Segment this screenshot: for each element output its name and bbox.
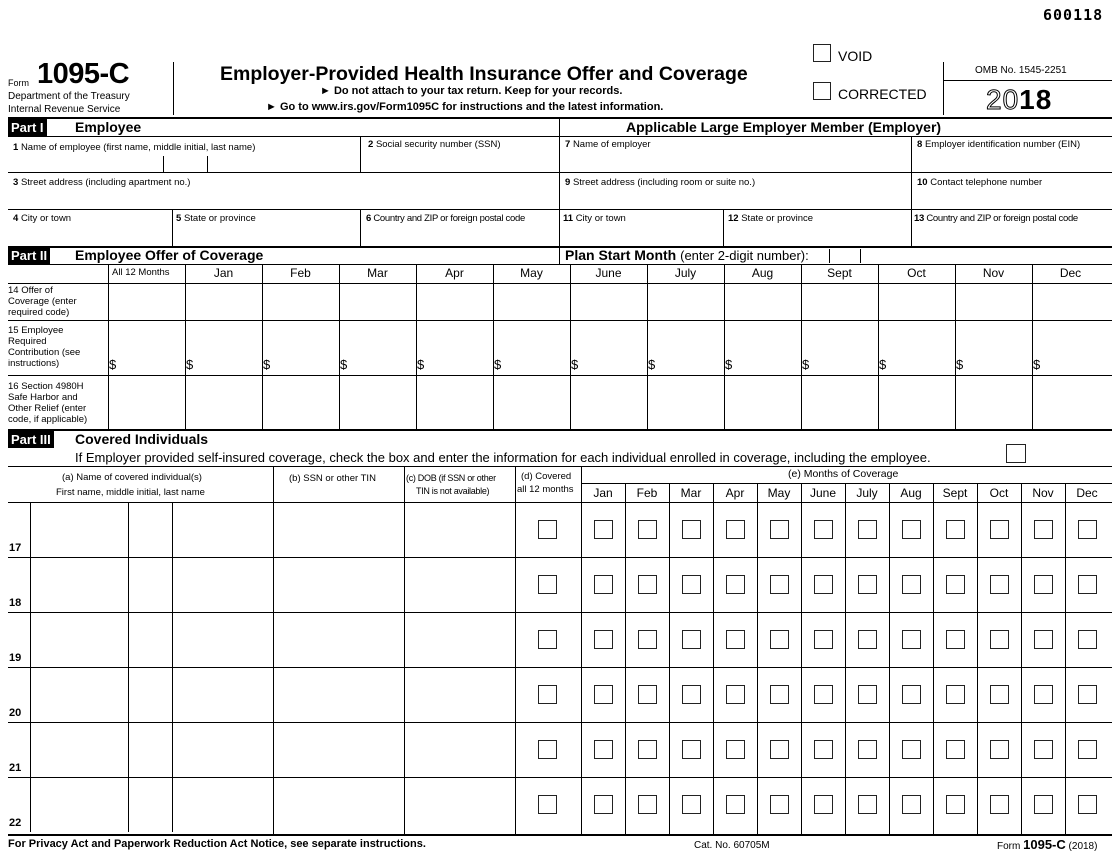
covered-first-name-input[interactable]	[33, 687, 125, 702]
field-3-label: 3 Street address (including apartment no.)	[13, 177, 191, 188]
employee-middle-initial-input[interactable]	[166, 156, 204, 170]
field-4-label: 4 City or town	[13, 213, 72, 224]
covered-dob-input[interactable]	[407, 742, 512, 757]
covered-month-checkbox-jan[interactable]	[594, 575, 613, 594]
covered-month-checkbox-oct[interactable]	[990, 795, 1009, 814]
row-number: 21	[9, 762, 22, 774]
col-c-subheader: TIN is not available)	[416, 486, 490, 496]
employer-street-input[interactable]	[565, 191, 905, 206]
offer-code-input[interactable]	[419, 295, 490, 310]
covered-all-12-checkbox[interactable]	[538, 795, 557, 814]
safe-harbor-input[interactable]	[958, 387, 1029, 402]
covered-middle-initial-input[interactable]	[131, 687, 169, 702]
row-15-label-line: Required	[8, 336, 47, 347]
covered-month-checkbox-nov[interactable]	[1034, 520, 1053, 539]
employer-name-input[interactable]	[565, 154, 905, 169]
covered-month-checkbox-feb[interactable]	[638, 795, 657, 814]
row-14-label-line: Coverage (enter	[8, 296, 77, 307]
safe-harbor-input[interactable]	[496, 387, 567, 402]
field-5-label: 5 State or province	[176, 213, 256, 224]
safe-harbor-input[interactable]	[419, 387, 490, 402]
part3-col-sept: Sept	[942, 486, 968, 500]
part2-title: Employee Offer of Coverage	[75, 247, 264, 263]
covered-month-checkbox-dec[interactable]	[1078, 575, 1097, 594]
covered-month-checkbox-sept[interactable]	[946, 520, 965, 539]
covered-month-checkbox-nov[interactable]	[1034, 630, 1053, 649]
corrected-label: CORRECTED	[838, 86, 927, 102]
covered-month-checkbox-july[interactable]	[858, 685, 877, 704]
row-14-label-line: 14 Offer of	[8, 285, 53, 296]
covered-month-checkbox-dec[interactable]	[1078, 520, 1097, 539]
covered-dob-input[interactable]	[407, 522, 512, 537]
row-16-label-line: 16 Section 4980H	[8, 381, 84, 392]
covered-month-checkbox-nov[interactable]	[1034, 740, 1053, 759]
covered-all-12-checkbox[interactable]	[538, 630, 557, 649]
col-d-header: (d) Covered	[521, 471, 572, 482]
covered-month-checkbox-july[interactable]	[858, 630, 877, 649]
dollar-sign: $	[648, 357, 656, 372]
contribution-input[interactable]	[888, 352, 952, 367]
covered-middle-initial-input[interactable]	[131, 632, 169, 647]
covered-ssn-input[interactable]	[276, 632, 401, 647]
part2-col-nov: Nov	[982, 266, 1005, 280]
contribution-input[interactable]	[118, 352, 182, 367]
privacy-notice: For Privacy Act and Paperwork Reduction Act Notice, see separate instructions.	[8, 838, 426, 850]
employee-city-input[interactable]	[14, 228, 166, 243]
covered-first-name-input[interactable]	[33, 632, 125, 647]
covered-month-checkbox-feb[interactable]	[638, 575, 657, 594]
safe-harbor-input[interactable]	[804, 387, 875, 402]
tax-year-bold: 18	[1019, 84, 1053, 115]
covered-month-checkbox-may[interactable]	[770, 795, 789, 814]
covered-month-checkbox-sept[interactable]	[946, 795, 965, 814]
employee-state-input[interactable]	[177, 228, 355, 243]
void-checkbox[interactable]	[813, 44, 831, 62]
row-16-label	[8, 381, 87, 425]
covered-month-checkbox-july[interactable]	[858, 795, 877, 814]
covered-month-checkbox-mar[interactable]	[682, 740, 701, 759]
part2-col-mar: Mar	[367, 266, 388, 280]
covered-month-checkbox-feb[interactable]	[638, 520, 657, 539]
dollar-sign: $	[956, 357, 964, 372]
covered-month-checkbox-oct[interactable]	[990, 575, 1009, 594]
covered-month-checkbox-aug[interactable]	[902, 575, 921, 594]
covered-month-checkbox-jan[interactable]	[594, 740, 613, 759]
row-16-label-line: code, if applicable)	[8, 414, 88, 425]
omb-number: OMB No. 1545-2251	[975, 65, 1067, 76]
covered-month-checkbox-feb[interactable]	[638, 740, 657, 759]
covered-month-checkbox-jan[interactable]	[594, 685, 613, 704]
dollar-sign: $	[802, 357, 810, 372]
covered-month-checkbox-apr[interactable]	[726, 575, 745, 594]
part2-col-feb: Feb	[290, 266, 311, 280]
employee-zip-input[interactable]	[366, 228, 554, 243]
corner-code: 600118	[1043, 6, 1104, 24]
covered-month-checkbox-june[interactable]	[814, 575, 833, 594]
dollar-sign: $	[417, 357, 425, 372]
form-prefix: Form	[8, 78, 29, 88]
covered-last-name-input[interactable]	[175, 687, 270, 702]
part3-col-july: July	[856, 486, 878, 500]
covered-month-checkbox-aug[interactable]	[902, 795, 921, 814]
col-d-subheader: all 12 months	[517, 484, 574, 495]
col-b-header: (b) SSN or other TIN	[289, 473, 376, 484]
employer-city-input[interactable]	[564, 228, 719, 243]
contribution-input[interactable]	[503, 352, 567, 367]
covered-month-checkbox-june[interactable]	[814, 740, 833, 759]
covered-month-checkbox-apr[interactable]	[726, 795, 745, 814]
part3-col-mar: Mar	[680, 486, 702, 500]
row-15-label	[8, 325, 80, 369]
col-a-subheader: First name, middle initial, last name	[56, 487, 205, 498]
covered-first-name-input[interactable]	[33, 742, 125, 757]
employer-section-title: Applicable Large Employer Member (Employer)	[626, 119, 942, 135]
covered-month-checkbox-apr[interactable]	[726, 685, 745, 704]
covered-all-12-checkbox[interactable]	[538, 575, 557, 594]
covered-month-checkbox-nov[interactable]	[1034, 795, 1053, 814]
covered-month-checkbox-sept[interactable]	[946, 630, 965, 649]
tax-year-outline: 20	[986, 84, 1020, 115]
employer-state-input[interactable]	[728, 228, 906, 243]
contribution-input[interactable]	[195, 352, 259, 367]
corrected-checkbox[interactable]	[813, 82, 831, 100]
covered-month-checkbox-dec[interactable]	[1078, 740, 1097, 759]
offer-code-input[interactable]	[342, 295, 413, 310]
field-8-label: 8 Employer identification number (EIN)	[917, 139, 1081, 150]
field-11-label: 11 City or town	[563, 213, 626, 224]
covered-month-checkbox-apr[interactable]	[726, 630, 745, 649]
covered-month-checkbox-sept[interactable]	[946, 575, 965, 594]
covered-month-checkbox-mar[interactable]	[682, 575, 701, 594]
instruction-1: ► Do not attach to your tax return. Keep for your records.	[320, 85, 623, 97]
part2-col-aug: Aug	[751, 266, 774, 280]
covered-last-name-input[interactable]	[175, 742, 270, 757]
covered-all-12-checkbox[interactable]	[538, 520, 557, 539]
part3-col-feb: Feb	[636, 486, 658, 500]
contribution-input[interactable]	[580, 352, 644, 367]
covered-dob-input[interactable]	[407, 632, 512, 647]
covered-month-checkbox-oct[interactable]	[990, 740, 1009, 759]
safe-harbor-input[interactable]	[342, 387, 413, 402]
row-number: 20	[9, 707, 22, 719]
covered-last-name-input[interactable]	[175, 632, 270, 647]
offer-code-input[interactable]	[111, 295, 182, 310]
covered-month-checkbox-apr[interactable]	[726, 740, 745, 759]
part1-title: Employee	[75, 119, 142, 135]
part3-col-may: May	[767, 486, 791, 500]
form-number: 1095-C	[37, 58, 130, 90]
safe-harbor-input[interactable]	[111, 387, 182, 402]
contribution-input[interactable]	[272, 352, 336, 367]
covered-month-checkbox-may[interactable]	[770, 630, 789, 649]
row-16-label-line: Other Relief (enter	[8, 403, 87, 414]
covered-month-checkbox-dec[interactable]	[1078, 685, 1097, 704]
covered-month-checkbox-dec[interactable]	[1078, 630, 1097, 649]
field-12-label: 12 State or province	[728, 213, 814, 224]
cat-number: Cat. No. 60705M	[694, 840, 770, 851]
covered-dob-input[interactable]	[407, 687, 512, 702]
field-1-label: 1 Name of employee (first name, middle initial, last name)	[13, 142, 256, 153]
covered-month-checkbox-jan[interactable]	[594, 630, 613, 649]
field-9-label: 9 Street address (including room or suite no.)	[565, 177, 756, 188]
part1-badge: Part I	[8, 119, 47, 136]
part2-col-oct: Oct	[907, 266, 926, 280]
part3-badge: Part III	[8, 431, 54, 448]
row-number: 18	[9, 597, 22, 609]
covered-month-checkbox-dec[interactable]	[1078, 795, 1097, 814]
self-insured-checkbox[interactable]	[1006, 444, 1026, 463]
covered-month-checkbox-july[interactable]	[858, 520, 877, 539]
covered-all-12-checkbox[interactable]	[538, 740, 557, 759]
offer-code-input[interactable]	[727, 295, 798, 310]
covered-ssn-input[interactable]	[276, 577, 401, 592]
row-15-label-line: instructions)	[8, 358, 60, 369]
part3-instruction: If Employer provided self-insured coverage, check the box and enter the information for each individual enrolled in coverage, including the employee.	[75, 450, 931, 465]
dollar-sign: $	[109, 357, 117, 372]
safe-harbor-input[interactable]	[1035, 387, 1106, 402]
plan-start-month-label: Plan Start Month (enter 2-digit number):	[565, 247, 809, 263]
covered-ssn-input[interactable]	[276, 687, 401, 702]
offer-code-input[interactable]	[650, 295, 721, 310]
employer-phone-input[interactable]	[917, 191, 1107, 206]
field-10-label: 10 Contact telephone number	[917, 177, 1043, 188]
dollar-sign: $	[340, 357, 348, 372]
covered-month-checkbox-mar[interactable]	[682, 685, 701, 704]
covered-middle-initial-input[interactable]	[131, 742, 169, 757]
part2-col-apr: Apr	[445, 266, 464, 280]
part2-col-july: July	[674, 266, 697, 280]
dollar-sign: $	[186, 357, 194, 372]
plan-start-month-input[interactable]	[829, 249, 861, 263]
part2-col-dec: Dec	[1059, 266, 1082, 280]
col-c-header: (c) DOB (if SSN or other	[406, 473, 496, 483]
contribution-input[interactable]	[657, 352, 721, 367]
row-16-label-line: Safe Harbor and	[8, 392, 78, 403]
covered-middle-initial-input[interactable]	[131, 577, 169, 592]
employer-zip-input[interactable]	[915, 228, 1107, 243]
safe-harbor-input[interactable]	[727, 387, 798, 402]
safe-harbor-input[interactable]	[881, 387, 952, 402]
covered-month-checkbox-july[interactable]	[858, 740, 877, 759]
dollar-sign: $	[879, 357, 887, 372]
part2-col-may: May	[520, 266, 543, 280]
offer-code-input[interactable]	[573, 295, 644, 310]
covered-ssn-input[interactable]	[276, 522, 401, 537]
covered-month-checkbox-feb[interactable]	[638, 685, 657, 704]
covered-middle-initial-input[interactable]	[131, 522, 169, 537]
dollar-sign: $	[725, 357, 733, 372]
contribution-input[interactable]	[426, 352, 490, 367]
row-number: 19	[9, 652, 22, 664]
covered-month-checkbox-nov[interactable]	[1034, 575, 1053, 594]
tax-year	[986, 84, 1052, 116]
covered-last-name-input[interactable]	[175, 797, 270, 812]
covered-ssn-input[interactable]	[276, 742, 401, 757]
covered-month-checkbox-mar[interactable]	[682, 630, 701, 649]
covered-first-name-input[interactable]	[33, 522, 125, 537]
row-14-label-line: required code)	[8, 307, 70, 318]
covered-dob-input[interactable]	[407, 797, 512, 812]
covered-month-checkbox-oct[interactable]	[990, 630, 1009, 649]
covered-month-checkbox-aug[interactable]	[902, 685, 921, 704]
covered-month-checkbox-aug[interactable]	[902, 630, 921, 649]
covered-month-checkbox-mar[interactable]	[682, 795, 701, 814]
covered-month-checkbox-apr[interactable]	[726, 520, 745, 539]
covered-month-checkbox-aug[interactable]	[902, 740, 921, 759]
safe-harbor-input[interactable]	[188, 387, 259, 402]
covered-month-checkbox-feb[interactable]	[638, 630, 657, 649]
dept-line2: Internal Revenue Service	[8, 104, 121, 115]
row-number: 17	[9, 542, 22, 554]
offer-code-input[interactable]	[804, 295, 875, 310]
col-e-header: (e) Months of Coverage	[788, 468, 899, 480]
covered-month-checkbox-june[interactable]	[814, 630, 833, 649]
covered-month-checkbox-nov[interactable]	[1034, 685, 1053, 704]
offer-code-input[interactable]	[958, 295, 1029, 310]
covered-all-12-checkbox[interactable]	[538, 685, 557, 704]
offer-code-input[interactable]	[881, 295, 952, 310]
dollar-sign: $	[263, 357, 271, 372]
contribution-input[interactable]	[1042, 352, 1106, 367]
covered-month-checkbox-mar[interactable]	[682, 520, 701, 539]
covered-month-checkbox-may[interactable]	[770, 520, 789, 539]
covered-month-checkbox-may[interactable]	[770, 740, 789, 759]
part2-col-sept: Sept	[827, 266, 852, 280]
safe-harbor-input[interactable]	[650, 387, 721, 402]
covered-month-checkbox-aug[interactable]	[902, 520, 921, 539]
part3-col-jan: Jan	[593, 486, 613, 500]
safe-harbor-input[interactable]	[265, 387, 336, 402]
contribution-input[interactable]	[734, 352, 798, 367]
part3-col-june: June	[809, 486, 837, 500]
instruction-2: ► Go to www.irs.gov/Form1095C for instructions and the latest information.	[266, 101, 664, 113]
void-label: VOID	[838, 48, 873, 64]
employee-street-input[interactable]	[14, 191, 554, 206]
part2-col-all12: All 12 Months	[112, 267, 170, 278]
covered-month-checkbox-jan[interactable]	[594, 795, 613, 814]
offer-code-input[interactable]	[496, 295, 567, 310]
part3-col-apr: Apr	[725, 486, 745, 500]
part3-col-aug: Aug	[900, 486, 922, 500]
covered-month-checkbox-sept[interactable]	[946, 740, 965, 759]
employer-ein-input[interactable]	[917, 154, 1107, 169]
employee-last-name-input[interactable]	[210, 156, 355, 170]
safe-harbor-input[interactable]	[573, 387, 644, 402]
part3-col-oct: Oct	[989, 486, 1009, 500]
covered-month-checkbox-may[interactable]	[770, 685, 789, 704]
col-a-header: (a) Name of covered individual(s)	[62, 472, 202, 483]
covered-last-name-input[interactable]	[175, 577, 270, 592]
covered-month-checkbox-june[interactable]	[814, 795, 833, 814]
covered-month-checkbox-july[interactable]	[858, 575, 877, 594]
covered-first-name-input[interactable]	[33, 797, 125, 812]
covered-first-name-input[interactable]	[33, 577, 125, 592]
offer-code-input[interactable]	[1035, 295, 1106, 310]
footer-form-id: Form 1095-C (2018)	[997, 837, 1098, 852]
part2-col-jan: Jan	[213, 266, 234, 280]
contribution-input[interactable]	[349, 352, 413, 367]
covered-middle-initial-input[interactable]	[131, 797, 169, 812]
field-6-label: 6 Country and ZIP or foreign postal code	[366, 213, 525, 224]
field-13-label: 13 Country and ZIP or foreign postal code	[914, 213, 1078, 224]
covered-month-checkbox-oct[interactable]	[990, 520, 1009, 539]
dollar-sign: $	[1033, 357, 1041, 372]
employee-first-name-input[interactable]	[14, 156, 154, 170]
covered-month-checkbox-june[interactable]	[814, 520, 833, 539]
covered-ssn-input[interactable]	[276, 797, 401, 812]
offer-code-input[interactable]	[265, 295, 336, 310]
dollar-sign: $	[571, 357, 579, 372]
field-2-label: 2 Social security number (SSN)	[368, 139, 501, 150]
covered-month-checkbox-june[interactable]	[814, 685, 833, 704]
contribution-input[interactable]	[965, 352, 1029, 367]
contribution-input[interactable]	[811, 352, 875, 367]
covered-month-checkbox-may[interactable]	[770, 575, 789, 594]
row-14-label	[8, 285, 77, 318]
row-15-label-line: Contribution (see	[8, 347, 81, 358]
dollar-sign: $	[494, 357, 502, 372]
employee-ssn-input[interactable]	[368, 154, 553, 169]
dept-line1: Department of the Treasury	[8, 91, 130, 102]
covered-month-checkbox-oct[interactable]	[990, 685, 1009, 704]
row-number: 22	[9, 817, 22, 829]
part3-title: Covered Individuals	[75, 431, 209, 447]
field-7-label: 7 Name of employer	[565, 139, 651, 150]
row-15-label-line: 15 Employee	[8, 325, 64, 336]
covered-dob-input[interactable]	[407, 577, 512, 592]
form-title: Employer-Provided Health Insurance Offer and Coverage	[220, 63, 748, 85]
offer-code-input[interactable]	[188, 295, 259, 310]
covered-month-checkbox-sept[interactable]	[946, 685, 965, 704]
part3-col-dec: Dec	[1076, 486, 1098, 500]
part2-badge: Part II	[8, 247, 50, 264]
covered-last-name-input[interactable]	[175, 522, 270, 537]
covered-month-checkbox-jan[interactable]	[594, 520, 613, 539]
part3-col-nov: Nov	[1032, 486, 1054, 500]
part2-col-june: June	[595, 266, 622, 280]
